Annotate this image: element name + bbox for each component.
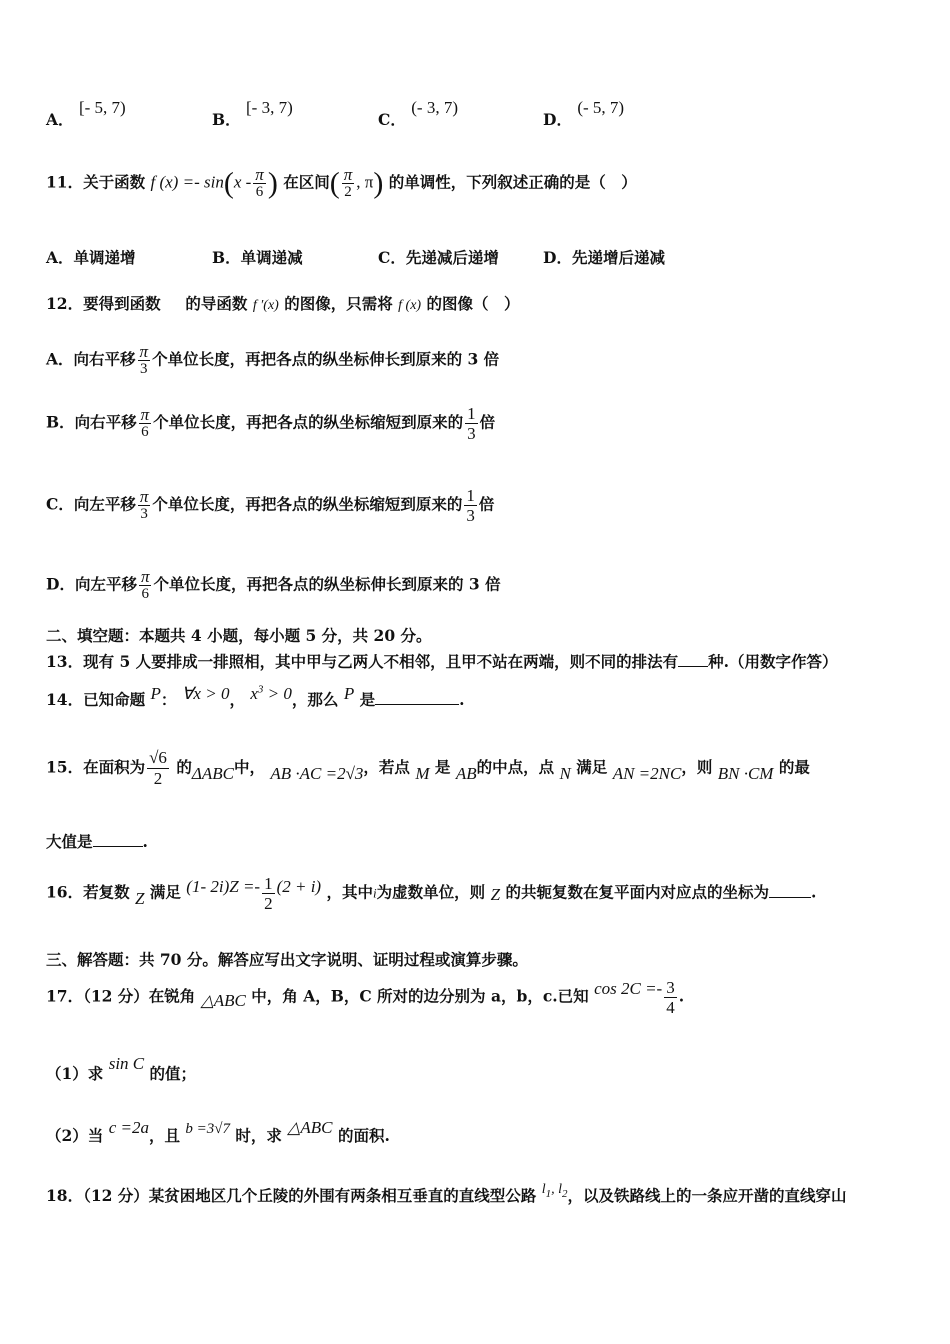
q11-pi-over-six: $\frac{\pi}{6}$ bbox=[255, 165, 264, 200]
q11-option-c: C．先递减后递增 bbox=[378, 248, 499, 267]
q13-stem: 13．现有 5 人要排成一排照相，其中甲与乙两人不相邻，且甲不站在两端，则不同的排法有 种.（用数字作答） bbox=[46, 652, 838, 671]
q11-stem: 11．关于函数 f (x) =- sin(x - $\frac{\pi}{6}$ ) 在区间( $\frac{\pi}{2}$ , π) 的单调性，下列叙述正确的是（ ） bbox=[46, 165, 637, 200]
q12-option-c: C．向左平移 $\frac{\pi}{3}$ 个单位长度，再把各点的纵坐标缩短到原来的 $\frac{1}{3}$ 倍 bbox=[46, 486, 495, 525]
q12-option-d: D．向左平移 $\frac{\pi}{6}$ 个单位长度，再把各点的纵坐标伸长到原来的 3 倍 bbox=[46, 567, 501, 602]
q15-stem-cont: 大值是 . bbox=[46, 832, 148, 851]
q17-stem: 17．（12 分）在锐角 △ABC 中，角 A，B，C 所对的边分别为 a，b，c.已知 cos 2C =- $\frac{3}{4}$ . bbox=[46, 978, 685, 1017]
q12-stem: 12．要得到函数 的导函数 f ′(x) 的图像，只需将 f (x) 的图像（ ） bbox=[46, 294, 520, 313]
q10-option-a: A． [- 5, 7) bbox=[46, 98, 126, 129]
q11-option-a: A．单调递增 bbox=[46, 248, 136, 267]
q17-part-2: （2）当 c =2a，且 b =3√7 时，求 △ABC 的面积. bbox=[46, 1118, 390, 1145]
q17-part-1: （1）求 sin C 的值； bbox=[46, 1054, 197, 1083]
q12-option-a: A．向右平移 $\frac{\pi}{3}$ 个单位长度，再把各点的纵坐标伸长到原来的 3 倍 bbox=[46, 342, 500, 377]
q14-answer-blank bbox=[375, 690, 459, 705]
q12-option-b: B．向右平移 $\frac{\pi}{6}$ 个单位长度，再把各点的纵坐标缩短到原来的 $\frac{1}{3}$ 倍 bbox=[46, 404, 496, 443]
q10-option-a-value: [- 5, 7) bbox=[78, 98, 126, 117]
section-2-heading: 二、填空题：本题共 4 小题，每小题 5 分，共 20 分。 bbox=[46, 626, 432, 645]
q14-stem: 14．已知命题 P： ∀x > 0， $x^3 > 0$，那么 P 是 . bbox=[46, 683, 465, 709]
q10-option-b: B． [- 3, 7) bbox=[212, 98, 293, 129]
q11-option-b: B．单调递减 bbox=[212, 248, 303, 267]
q16-answer-blank bbox=[769, 883, 811, 898]
q10-option-d-value: (- 5, 7) bbox=[577, 98, 625, 117]
q10-option-b-value: [- 3, 7) bbox=[246, 98, 293, 117]
q11-pi-over-two: $\frac{\pi}{2}$ bbox=[343, 165, 353, 200]
q13-answer-blank bbox=[678, 652, 708, 667]
section-3-heading: 三、解答题：共 70 分。解答应写出文字说明、证明过程或演算步骤。 bbox=[46, 950, 528, 969]
q11-option-d: D．先递增后递减 bbox=[543, 248, 665, 267]
q15-answer-blank bbox=[93, 832, 143, 847]
q16-stem: 16．若复数 Z 满足 (1- 2i)Z =- $\frac{1}{2}$ (2 + i) ，其中i为虚数单位，则 Z 的共轭复数在复平面内对应点的坐标为 . bbox=[46, 874, 817, 913]
q15-stem: 15．在面积为 $\frac{√6}{2}$ 的ΔABC中， AB ·AC =2√3，若点 M 是 AB的中点，点 N 满足 AN =2NC，则 BN ·CM 的最 bbox=[46, 748, 810, 788]
q10-option-c: C． (- 3, 7) bbox=[378, 98, 458, 129]
q18-stem: 18．（12 分）某贫困地区几个丘陵的外围有两条相互垂直的直线型公路 $l_1$, $l_2$，以及铁路线上的一条应开凿的直线穿山 bbox=[46, 1182, 847, 1205]
q10-option-d: D． (- 5, 7) bbox=[543, 98, 625, 129]
q10-option-c-value: (- 3, 7) bbox=[411, 98, 458, 117]
